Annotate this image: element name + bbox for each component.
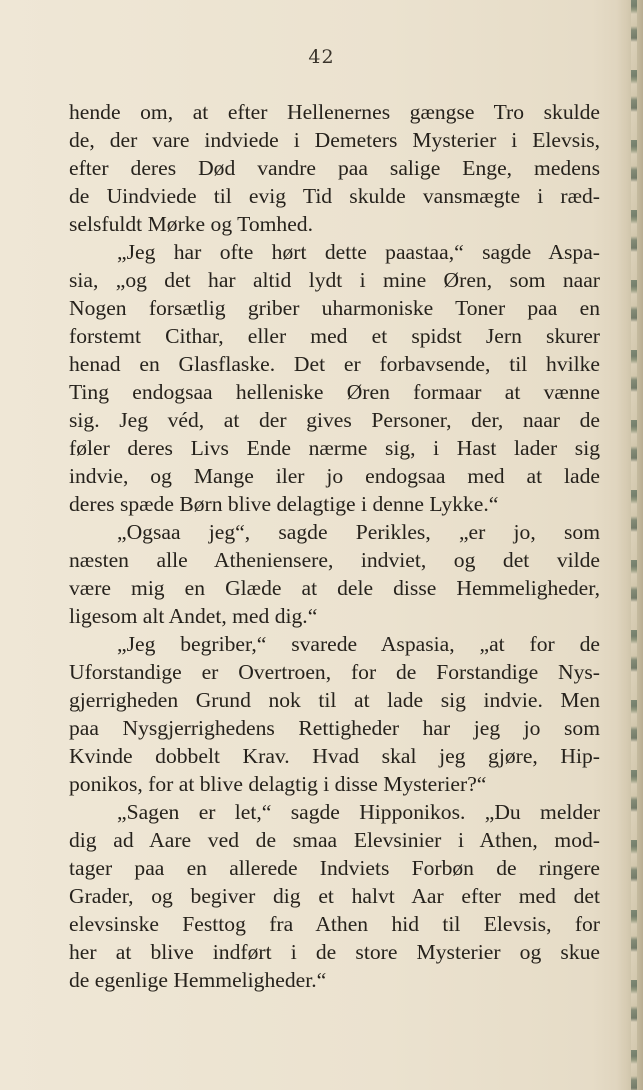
paragraph-2 bbox=[69, 238, 600, 518]
text-line: efter deres Død vandre paa salige Enge, medens bbox=[69, 156, 600, 180]
text-line: de, der vare indviede i Demeters Mysterier i Elevsis, bbox=[69, 128, 600, 152]
text-line: „Jeg begriber,“ svarede Aspasia, „at for de bbox=[117, 632, 600, 656]
text-line: være mig en Glæde at dele disse Hemmeligheder, bbox=[69, 576, 600, 600]
text-line: „Ogsaa jeg“, sagde Perikles, „er jo, som bbox=[117, 520, 600, 544]
text-line: henad en Glasflaske. Det er forbavsende, til hvilke bbox=[69, 352, 600, 376]
text-line: Nogen forsætlig griber uharmoniske Toner paa en bbox=[69, 296, 600, 320]
text-line: Grader, og begiver dig et halvt Aar efter med det bbox=[69, 884, 600, 908]
text-line: føler deres Livs Ende nærme sig, i Hast lader sig bbox=[69, 436, 600, 460]
text-line: selsfuldt Mørke og Tomhed. bbox=[69, 212, 313, 236]
paragraph-4 bbox=[69, 630, 600, 798]
page-number: 42 bbox=[308, 46, 335, 68]
text-line: elevsinske Festtog fra Athen hid til Elevsis, for bbox=[69, 912, 600, 936]
text-line: indvie, og Mange iler jo endogsaa med at lade bbox=[69, 464, 600, 488]
text-line: de Uindviede til evig Tid skulde vansmægte i ræd- bbox=[69, 184, 600, 208]
text-line: sia, „og det har altid lydt i mine Øren, som naar bbox=[69, 268, 600, 292]
text-line: næsten alle Atheniensere, indviet, og det vilde bbox=[69, 548, 600, 572]
text-line: ligesom alt Andet, med dig.“ bbox=[69, 604, 318, 628]
text-line: ponikos, for at blive delagtig i disse Mysterier?“ bbox=[69, 772, 487, 796]
text-line: tager paa en allerede Indviets Forbøn de ringere bbox=[69, 856, 600, 880]
text-line: Ting endogsaa helleniske Øren formaar at vænne bbox=[69, 380, 600, 404]
paragraph-1 bbox=[69, 98, 600, 238]
paragraph-5 bbox=[69, 798, 600, 994]
text-line: gjerrigheden Grund nok til at lade sig indvie. Men bbox=[69, 688, 600, 712]
text-line: Uforstandige er Overtroen, for de Forstandige Nys- bbox=[69, 660, 600, 684]
page-edge bbox=[617, 0, 643, 1090]
text-line: deres spæde Børn blive delagtige i denne Lykke.“ bbox=[69, 492, 499, 516]
paragraph-3 bbox=[69, 518, 600, 630]
text-line: hende om, at efter Hellenernes gængse Tro skulde bbox=[69, 100, 600, 124]
text-line: „Sagen er let,“ sagde Hipponikos. „Du melder bbox=[117, 800, 600, 824]
text-line: her at blive indført i de store Mysterier og skue bbox=[69, 940, 600, 964]
text-line: dig ad Aare ved de smaa Elevsinier i Athen, mod- bbox=[69, 828, 600, 852]
text-line: forstemt Cithar, eller med et spidst Jern skurer bbox=[69, 324, 600, 348]
text-line: de egenlige Hemmeligheder.“ bbox=[69, 968, 327, 992]
page-edge-stain bbox=[631, 0, 637, 1090]
text-line: paa Nysgjerrighedens Rettigheder har jeg jo som bbox=[69, 716, 600, 740]
text-line: sig. Jeg véd, at der gives Personer, der, naar de bbox=[69, 408, 600, 432]
text-line: Kvinde dobbelt Krav. Hvad skal jeg gjøre, Hip- bbox=[69, 744, 600, 768]
body-text bbox=[69, 98, 600, 994]
text-line: „Jeg har ofte hørt dette paastaa,“ sagde Aspa- bbox=[117, 240, 600, 264]
